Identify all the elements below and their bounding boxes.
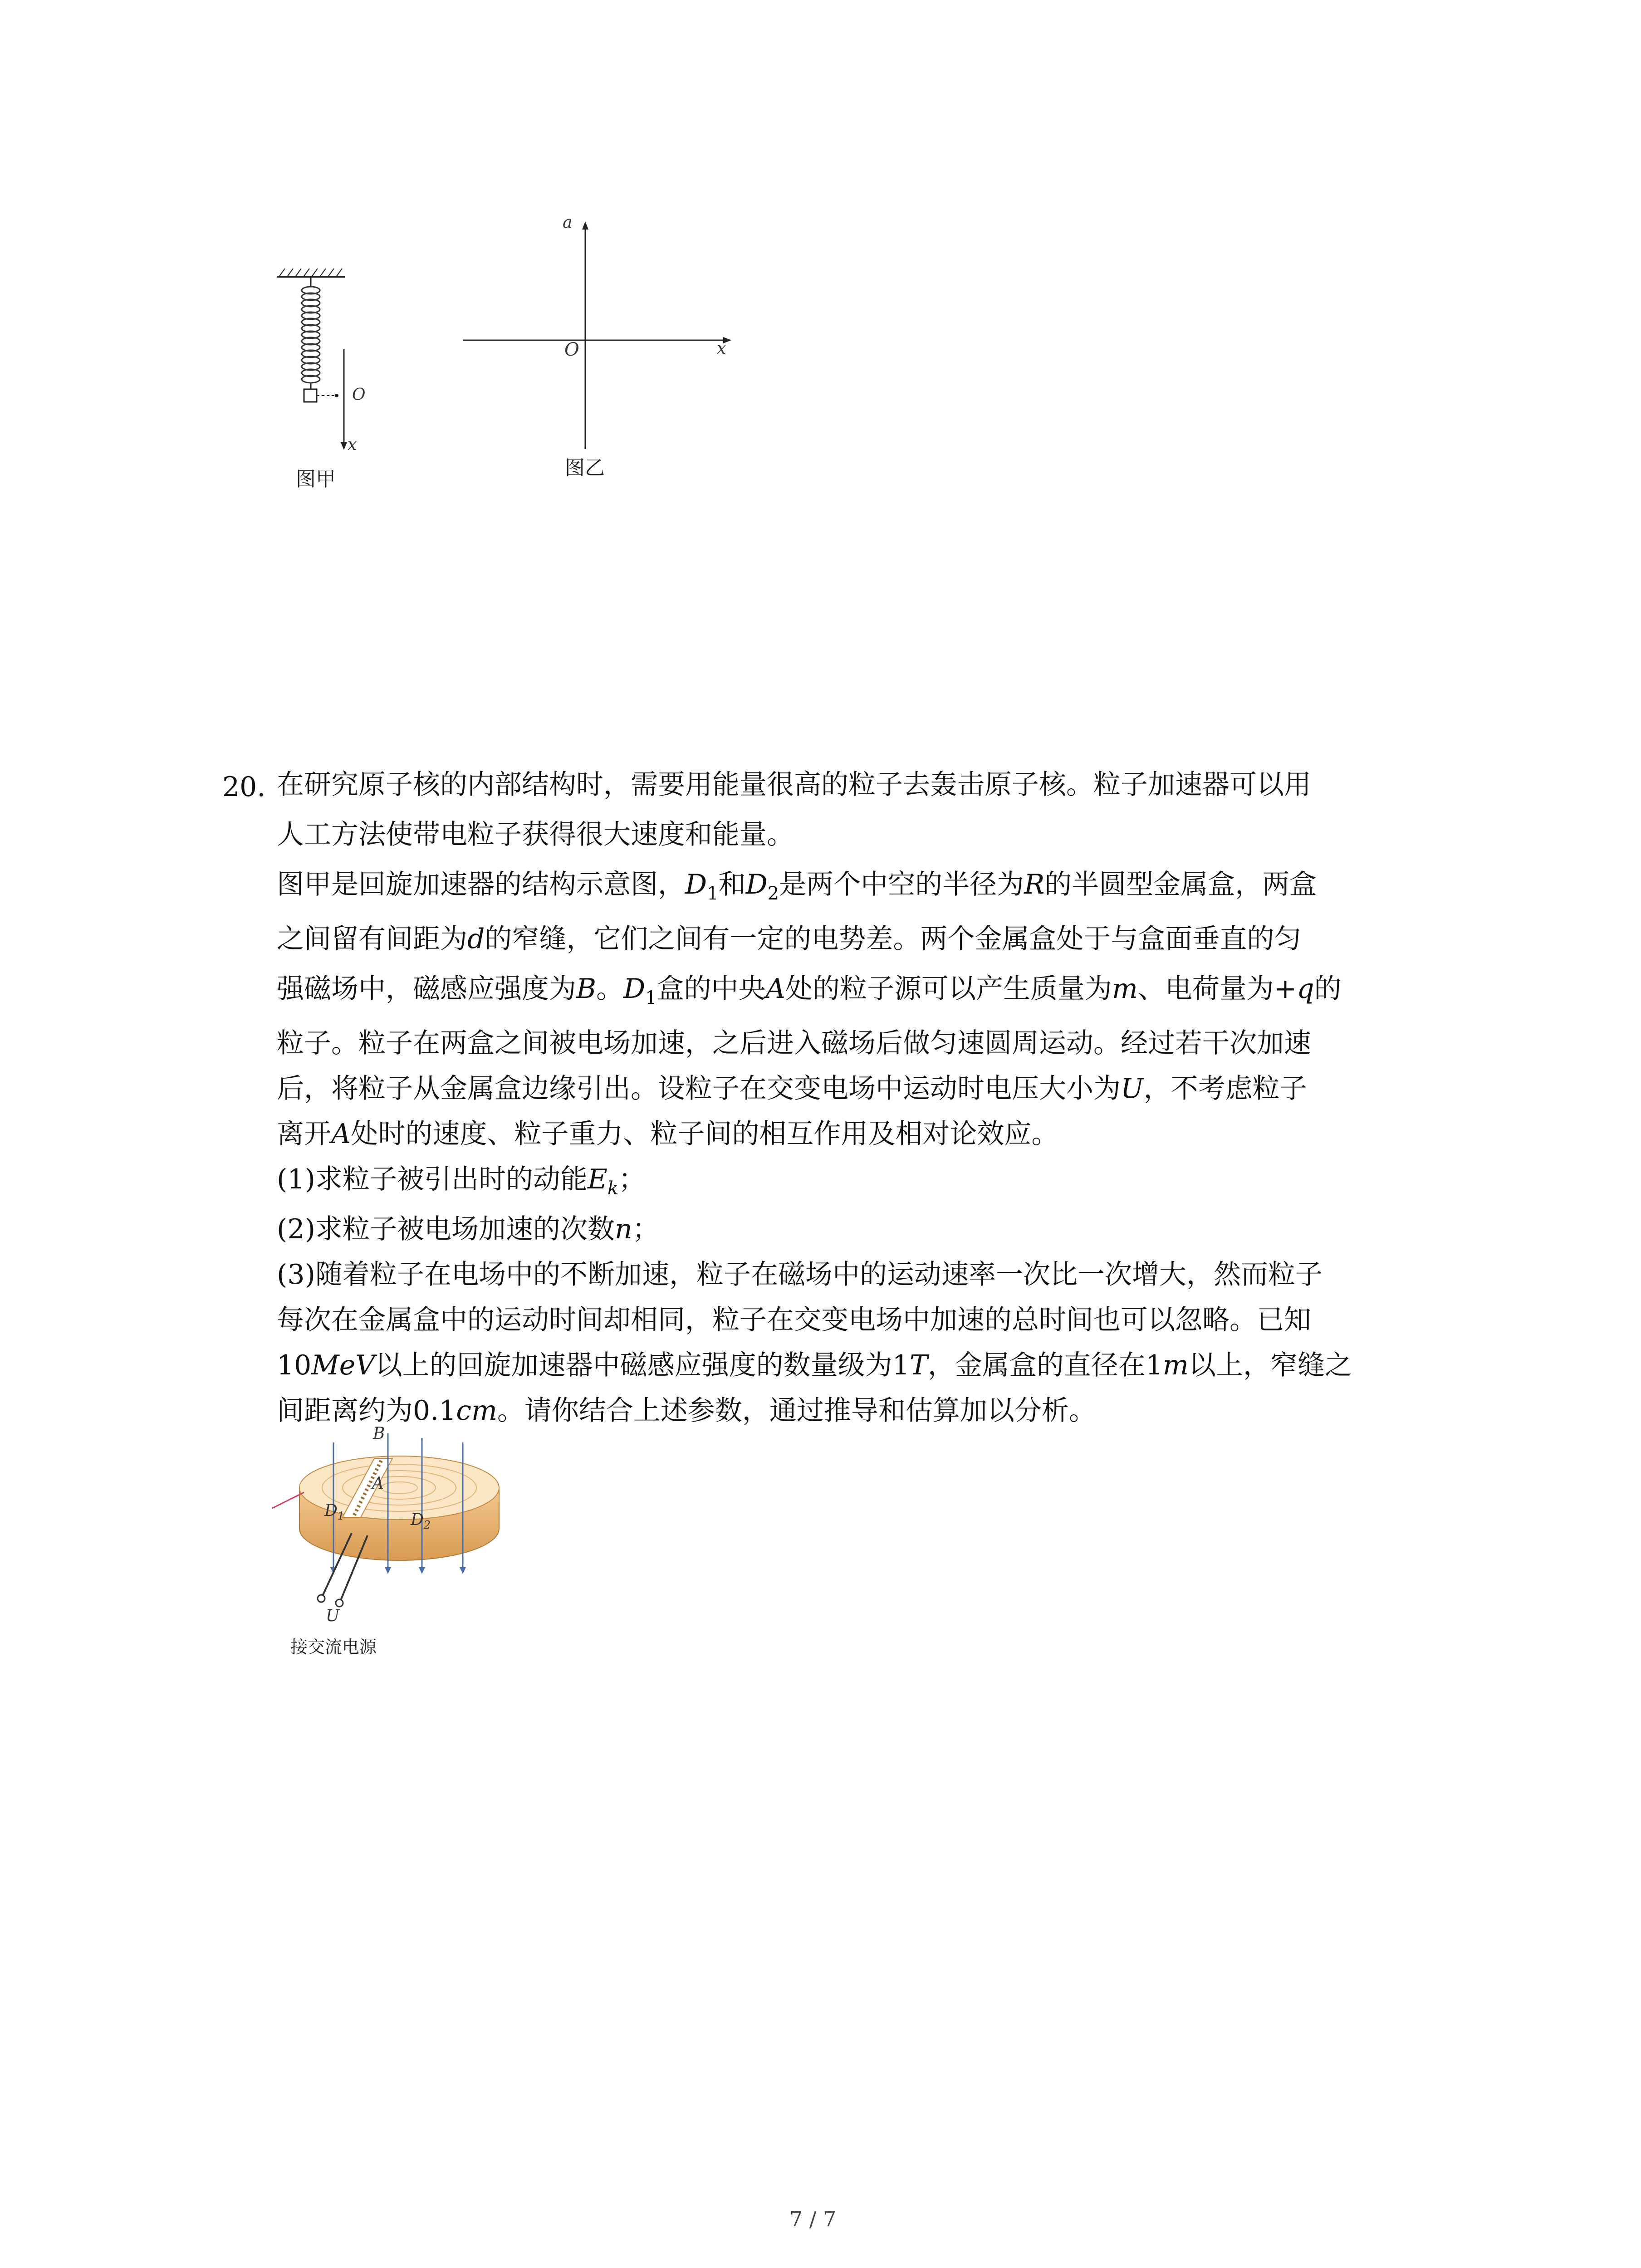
sub-question-1: (1)求粒子被引出时的动能$E_k$；	[277, 1163, 646, 1199]
cyclotron-caption: 接交流电源	[290, 1637, 377, 1657]
graph-figure-label: 图乙	[565, 456, 605, 479]
para-line-1: 图甲是回旋加速器的结构示意图，$D_1$和$D_2$是两个中空的半径为R的半圆型金属盒，两盒	[277, 869, 1317, 904]
sub-question-3-line-2: 每次在金属盒中的运动时间却相同，粒子在交变电场中加速的总时间也可以忽略。已知	[277, 1304, 1311, 1336]
intro-line-2: 人工方法使带电粒子获得很大速度和能量。	[277, 819, 794, 850]
cyclotron-B-label: B	[373, 1424, 385, 1443]
graph-y-axis-label: a	[563, 213, 573, 232]
para-line-3: 强磁场中，磁感应强度为B。$D_1$盒的中央A处的粒子源可以产生质量为m、电荷量为+q的	[277, 973, 1342, 1008]
intro-line-1: 在研究原子核的内部结构时，需要用能量很高的粒子去轰击原子核。粒子加速器可以用	[277, 769, 1311, 801]
para-line-4: 粒子。粒子在两盒之间被电场加速，之后进入磁场后做匀速圆周运动。经过若干次加速	[277, 1027, 1311, 1059]
sub-question-3-line-3: 10MeV以上的回旋加速器中磁感应强度的数量级为1T，金属盒的直径在1m以上，窄缝之	[277, 1349, 1352, 1381]
para-line-2: 之间留有间距为d的窄缝，它们之间有一定的电势差。两个金属盒处于与盒面垂直的匀	[277, 923, 1302, 955]
para-line-6: 离开A处时的速度、粒子重力、粒子间的相互作用及相对论效应。	[277, 1118, 1059, 1150]
sub-question-3-line-4: 间距离约为0.1cm。请你结合上述参数，通过推导和估算加以分析。	[277, 1395, 1096, 1427]
acceleration-graph	[454, 213, 753, 485]
question-number: 20.	[222, 771, 266, 803]
cyclotron-A-label: A	[372, 1474, 384, 1493]
spring-diagram	[268, 263, 386, 472]
graph-axes	[454, 213, 753, 467]
cyclotron-U-label: U	[326, 1607, 340, 1625]
spring-figure-label: 图甲	[296, 468, 336, 491]
spring-figure	[268, 263, 386, 499]
spring-axis-label: x	[348, 435, 357, 454]
graph-origin-label: O	[564, 339, 579, 360]
cyclotron-figure	[272, 1424, 526, 1669]
sub-question-2: (2)求粒子被电场加速的次数n；	[277, 1213, 660, 1245]
graph-x-axis-label: x	[717, 339, 726, 358]
sub-question-3-line-1: (3)随着粒子在电场中的不断加速，粒子在磁场中的运动速率一次比一次增大，然而粒子	[277, 1259, 1323, 1290]
cyclotron-D2-label: $D_2$	[411, 1510, 431, 1532]
cyclotron-D1-label: $D_1$	[324, 1501, 345, 1523]
page-number: 7 / 7	[789, 2207, 837, 2231]
spring-point-label: O	[352, 386, 366, 404]
cyclotron-diagram	[272, 1433, 526, 1642]
para-line-5: 后，将粒子从金属盒边缘引出。设粒子在交变电场中运动时电压大小为U，不考虑粒子	[277, 1073, 1307, 1105]
